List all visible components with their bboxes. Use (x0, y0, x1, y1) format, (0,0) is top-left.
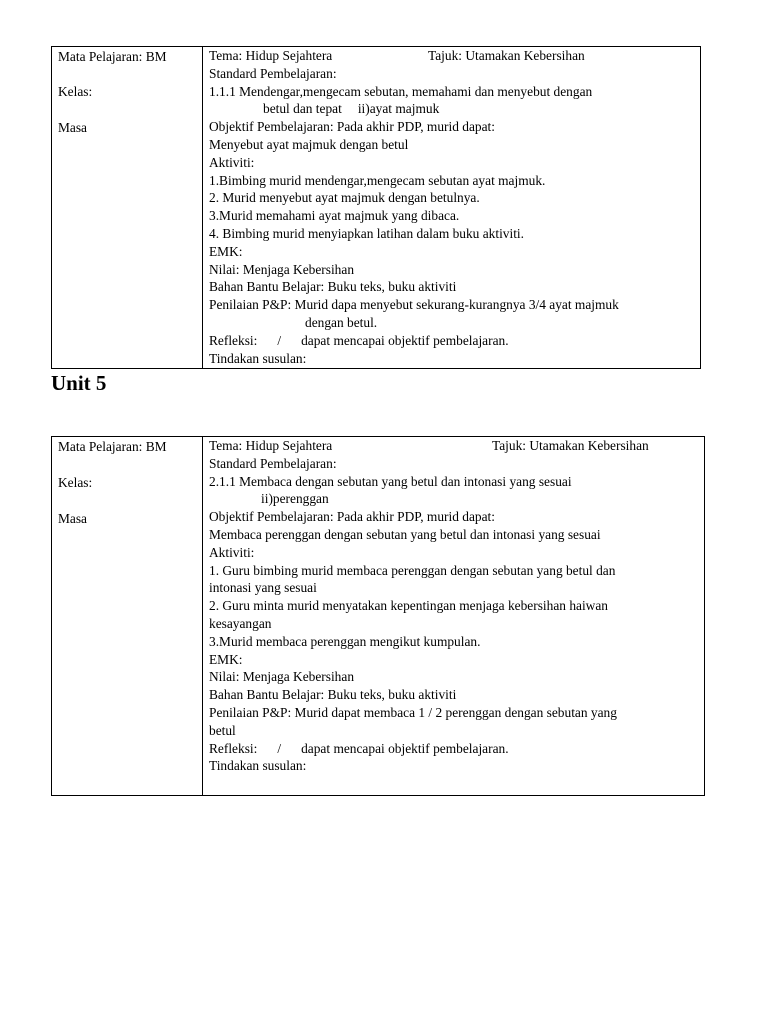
activity-item: 3.Murid membaca perenggan mengikut kumpulan. (209, 633, 481, 649)
theme-text: Tema: Hidup Sejahtera (209, 48, 333, 63)
theme-text: Tema: Hidup Sejahtera (209, 438, 333, 453)
activity-label: Aktiviti: (209, 154, 255, 170)
materials-text: Bahan Bantu Belajar: Buku teks, buku aktiviti (209, 687, 457, 703)
standard-line-1: 1.1.1 Mendengar,mengecam sebutan, memahami dan menyebut dengan (209, 83, 593, 99)
lesson-plan-table-1 (51, 46, 701, 369)
theme-line (209, 437, 698, 455)
standard-line-2 (209, 100, 694, 118)
activity-item: 1. Guru bimbing murid membaca perenggan dengan sebutan yang betul dan (209, 562, 616, 578)
lesson-plan-table-2 (51, 436, 705, 796)
activity-item: 1.Bimbing murid mendengar,mengecam sebutan ayat majmuk. (209, 172, 546, 188)
reflection-slash: / (277, 740, 282, 756)
topic-text: Tajuk: Utamakan Kebersihan (428, 48, 585, 63)
reflection-text: dapat mencapai objektif pembelajaran. (301, 332, 509, 348)
time-label: Masa (58, 120, 88, 135)
subject-label: Mata Pelajaran: BM (58, 439, 167, 454)
topic-text: Tajuk: Utamakan Kebersihan (492, 438, 649, 453)
standard-label: Standard Pembelajaran: (209, 65, 337, 81)
class-label: Kelas: (58, 84, 93, 99)
reflection-label: Refleksi: (209, 740, 258, 756)
activity-item: kesayangan (209, 615, 272, 631)
activity-item: 2. Murid menyebut ayat majmuk dengan betulnya. (209, 190, 480, 206)
column-divider (202, 47, 203, 368)
follow-up-label: Tindakan susulan: (209, 350, 307, 366)
reflection-line (209, 740, 698, 758)
reflection-slash: / (277, 332, 282, 348)
value-text: Nilai: Menjaga Kebersihan (209, 261, 355, 277)
class-label: Kelas: (58, 475, 93, 490)
standard-line-2a: betul dan tepat (263, 101, 342, 117)
time-label: Masa (58, 511, 88, 526)
standard-line-2: ii)perenggan (261, 491, 329, 507)
objective-label: Objektif Pembelajaran: Pada akhir PDP, murid dapat: (209, 119, 495, 135)
activity-label: Aktiviti: (209, 544, 255, 560)
objective-text: Menyebut ayat majmuk dengan betul (209, 136, 409, 152)
activity-item: intonasi yang sesuai (209, 580, 317, 596)
standard-line-1: 2.1.1 Membaca dengan sebutan yang betul dan intonasi yang sesuai (209, 473, 572, 489)
follow-up-label: Tindakan susulan: (209, 758, 307, 774)
assessment-line-1: Penilaian P&P: Murid dapa menyebut sekurang-kurangnya 3/4 ayat majmuk (209, 297, 619, 313)
activity-item: 3.Murid memahami ayat majmuk yang dibaca. (209, 208, 460, 224)
emk-label: EMK: (209, 651, 243, 667)
activity-item: 4. Bimbing murid menyiapkan latihan dalam buku aktiviti. (209, 225, 525, 241)
reflection-label: Refleksi: (209, 332, 258, 348)
standard-label: Standard Pembelajaran: (209, 455, 337, 471)
content-column (209, 47, 694, 367)
reflection-text: dapat mencapai objektif pembelajaran. (301, 740, 509, 756)
assessment-line-2: dengan betul. (305, 314, 378, 330)
subject-label: Mata Pelajaran: BM (58, 49, 167, 64)
column-divider (202, 437, 203, 795)
standard-line-2b: ii)ayat majmuk (357, 101, 440, 117)
unit-heading: Unit 5 (51, 371, 107, 395)
value-text: Nilai: Menjaga Kebersihan (209, 669, 355, 685)
assessment-line-1: Penilaian P&P: Murid dapat membaca 1 / 2 perenggan dengan sebutan yang (209, 704, 617, 720)
materials-text: Bahan Bantu Belajar: Buku teks, buku aktiviti (209, 279, 457, 295)
objective-label: Objektif Pembelajaran: Pada akhir PDP, murid dapat: (209, 509, 495, 525)
content-column (209, 437, 698, 775)
reflection-line (209, 332, 694, 350)
assessment-line-2: betul (209, 722, 236, 738)
emk-label: EMK: (209, 243, 243, 259)
activity-item: 2. Guru minta murid menyatakan kepentingan menjaga kebersihan haiwan (209, 598, 608, 614)
objective-text: Membaca perenggan dengan sebutan yang betul dan intonasi yang sesuai (209, 526, 601, 542)
theme-line (209, 47, 694, 65)
